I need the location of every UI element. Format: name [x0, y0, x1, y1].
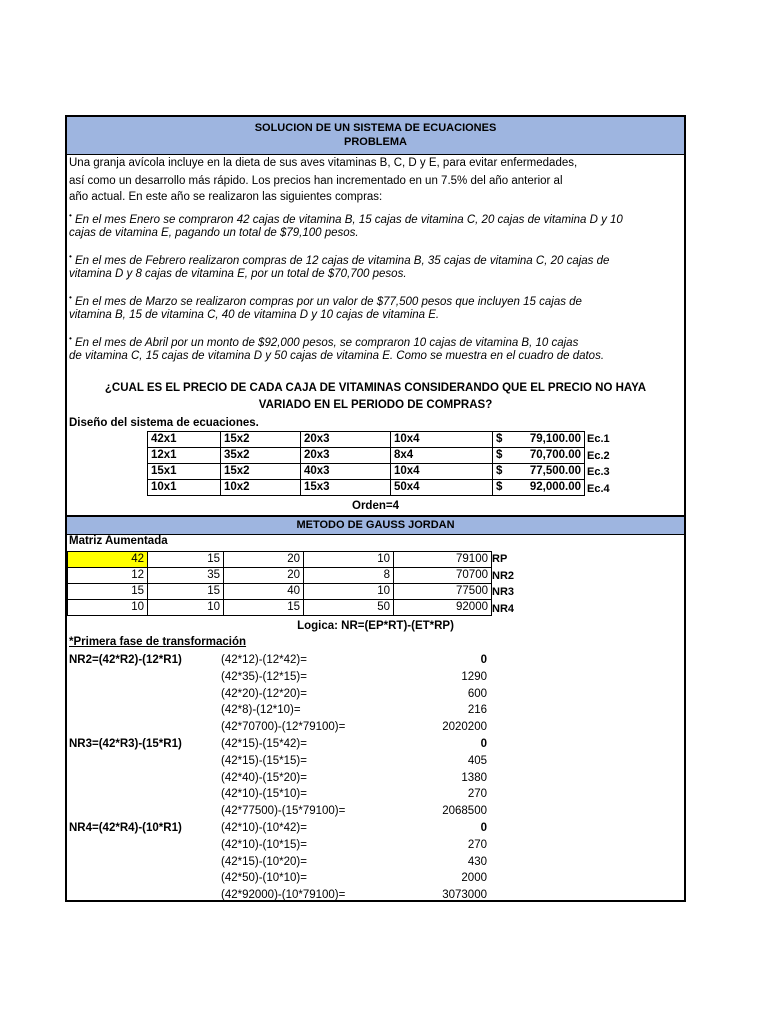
calc-expression: (42*40)-(15*20)=	[221, 771, 307, 784]
equation-row	[148, 480, 585, 496]
calc-result: 3073000	[442, 889, 487, 902]
calc-expression: (42*20)-(12*20)=	[221, 687, 307, 700]
amount-value: 77,500.00	[529, 465, 581, 477]
equation-coef: 42x1	[148, 432, 221, 448]
matrix-cell: 92000	[394, 600, 492, 616]
matrix-cell: 10	[68, 600, 148, 616]
equation-coef: 10x4	[391, 464, 493, 480]
matrix-cell: 12	[68, 568, 148, 584]
bullet-3: • En el mes de Marzo se realizaron compras por un valor de $77,500 pesos que incluyen 15 cajas de	[69, 293, 582, 308]
equation-coef: 8x4	[391, 448, 493, 464]
equation-coef: 35x2	[221, 448, 301, 464]
calc-expression: (42*15)-(10*20)=	[221, 855, 307, 868]
matrix-row-tag: NR3	[492, 586, 515, 598]
equation-tag: Ec.2	[587, 449, 610, 462]
matrix-cell: 40	[224, 584, 304, 600]
matrix-cell: 35	[148, 568, 224, 584]
equations-table	[147, 431, 585, 496]
transform-label: NR2=(42*R2)-(12*R1)	[69, 654, 182, 666]
equation-tag: Ec.1	[587, 433, 610, 445]
calc-expression: (42*70700)-(12*79100)=	[221, 721, 346, 734]
matrix-cell: 79100	[394, 552, 492, 568]
logic-formula: Logica: NR=(EP*RT)-(ET*RP)	[297, 620, 454, 632]
equation-tag: Ec.4	[587, 482, 610, 495]
calc-result: 600	[467, 687, 487, 700]
equation-coef: 10x2	[221, 480, 301, 496]
matrix-cell: 10	[304, 552, 394, 568]
equation-coef: 12x1	[148, 448, 221, 464]
calc-expression: (42*92000)-(10*79100)=	[221, 889, 346, 902]
page-title: SOLUCION DE UN SISTEMA DE ECUACIONES	[254, 122, 497, 134]
matrix-cell: 15	[148, 584, 224, 600]
equation-coef: 15x2	[221, 464, 301, 480]
calc-result: 270	[467, 838, 487, 851]
calc-result: 1380	[461, 771, 487, 784]
bullet-4-cont: de vitamina C, 15 cajas de vitamina D y 50 cajas de vitamina E. Como se muestra en el cuadro de datos.	[69, 350, 605, 362]
matrix-cell: 77500	[394, 584, 492, 600]
matrix-cell: 10	[148, 600, 224, 616]
matrix-row-tag: NR4	[492, 602, 515, 615]
amount-value: 70,700.00	[529, 449, 581, 461]
orden-label: Orden=4	[352, 500, 399, 512]
calc-result: 430	[467, 855, 487, 868]
equation-row	[148, 432, 585, 448]
calc-expression: (42*15)-(15*15)=	[221, 754, 307, 767]
matrix-cell: 20	[224, 568, 304, 584]
matrix-row-tag: RP	[492, 553, 508, 565]
matrix-row	[68, 568, 492, 584]
matrix-row	[68, 600, 492, 616]
calc-expression: (42*35)-(12*15)=	[221, 670, 307, 683]
matrix-row-tag: NR2	[492, 569, 515, 582]
calc-expression: (42*10)-(15*10)=	[221, 788, 307, 801]
intro-line-3: año actual. En este año se realizaron las siguientes compras:	[69, 191, 383, 203]
matrix-cell: 20	[224, 552, 304, 568]
bullet-4: • En el mes de Abril por un monto de $92,000 pesos, se compraron 10 cajas de vitamina B, 10 cajas	[69, 334, 579, 349]
transform-label: NR3=(42*R3)-(15*R1)	[69, 738, 182, 750]
calc-expression: (42*12)-(12*42)=	[221, 654, 307, 666]
question-line-2: VARIADO EN EL PERIODO DE COMPRAS?	[258, 399, 493, 411]
equation-coef: 10x1	[148, 480, 221, 496]
calc-result: 2000	[461, 872, 487, 885]
calc-result: 405	[467, 754, 487, 767]
page-subtitle: PROBLEMA	[344, 136, 407, 148]
question-line-1: ¿CUAL ES EL PRECIO DE CADA CAJA DE VITAMINAS CONSIDERANDO QUE EL PRECIO NO HAYA	[104, 382, 647, 394]
calc-expression: (42*8)-(12*10)=	[221, 704, 301, 717]
equation-amount	[493, 448, 585, 464]
phase-title: *Primera fase de transformación	[69, 636, 247, 648]
equation-coef: 20x3	[301, 432, 391, 448]
title-header	[67, 117, 684, 155]
matrix-cell: 15	[148, 552, 224, 568]
method-header	[67, 515, 684, 535]
equation-coef: 50x4	[391, 480, 493, 496]
method-title: METODO DE GAUSS JORDAN	[296, 519, 455, 531]
amount-value: 79,100.00	[529, 433, 581, 445]
equation-coef: 15x1	[148, 464, 221, 480]
pivot-cell: 42	[68, 552, 148, 568]
worksheet	[65, 115, 686, 902]
calc-expression: (42*77500)-(15*79100)=	[221, 805, 346, 818]
equation-coef: 15x2	[221, 432, 301, 448]
bullet-2-cont: vitamina D y 8 cajas de vitamina E, por un total de $70,700 pesos.	[69, 268, 407, 280]
calc-expression: (42*10)-(10*42)=	[221, 822, 307, 834]
matrix-row	[68, 552, 492, 568]
currency-sign: $	[496, 465, 503, 477]
amount-value: 92,000.00	[529, 481, 581, 493]
matrix-cell: 10	[304, 584, 394, 600]
matrix-cell: 50	[304, 600, 394, 616]
calc-expression: (42*50)-(10*10)=	[221, 872, 307, 885]
calc-result: 1290	[461, 670, 487, 683]
matrix-cell: 8	[304, 568, 394, 584]
equation-row	[148, 448, 585, 464]
equation-coef: 40x3	[301, 464, 391, 480]
matrix-cell: 15	[224, 600, 304, 616]
design-label: Diseño del sistema de ecuaciones.	[69, 417, 259, 429]
currency-sign: $	[496, 433, 503, 445]
intro-line-1: Una granja avícola incluye en la dieta de sus aves vitaminas B, C, D y E, para evitar enfermedades,	[69, 157, 578, 169]
bullet-1: • En el mes Enero se compraron 42 cajas de vitamina B, 15 cajas de vitamina C, 20 cajas de vitamina D y 10	[69, 211, 623, 226]
currency-sign: $	[496, 449, 503, 461]
bullet-1-cont: cajas de vitamina E, pagando un total de $79,100 pesos.	[69, 227, 359, 239]
matrix-cell: 15	[68, 584, 148, 600]
calc-result: 270	[467, 788, 487, 801]
calc-result: 0	[480, 738, 487, 750]
equation-row	[148, 464, 585, 480]
currency-sign: $	[496, 481, 503, 493]
equation-amount	[493, 480, 585, 496]
matrix-label: Matriz Aumentada	[69, 535, 168, 547]
equation-tag: Ec.3	[587, 466, 610, 478]
equation-amount	[493, 464, 585, 480]
calc-result: 0	[480, 822, 487, 834]
calc-result: 0	[480, 654, 487, 666]
calc-expression: (42*15)-(15*42)=	[221, 738, 307, 750]
equation-amount	[493, 432, 585, 448]
calc-result: 2020200	[442, 721, 487, 734]
calc-result: 2068500	[442, 805, 487, 818]
augmented-matrix	[67, 551, 492, 616]
calc-result: 216	[467, 704, 487, 717]
matrix-row	[68, 584, 492, 600]
bullet-2: • En el mes de Febrero realizaron compras de 12 cajas de vitamina B, 35 cajas de vitamina C, 20 cajas de	[69, 252, 610, 267]
equation-coef: 15x3	[301, 480, 391, 496]
intro-line-2: así como un desarrollo más rápido. Los precios han incrementado en un 7.5% del año anterior al	[69, 175, 563, 187]
calc-expression: (42*10)-(10*15)=	[221, 838, 307, 851]
transform-label: NR4=(42*R4)-(10*R1)	[69, 822, 182, 834]
equation-coef: 20x3	[301, 448, 391, 464]
matrix-cell: 70700	[394, 568, 492, 584]
bullet-3-cont: vitamina B, 15 de vitamina C, 40 de vitamina D y 10 cajas de vitamina E.	[69, 309, 440, 321]
equation-coef: 10x4	[391, 432, 493, 448]
